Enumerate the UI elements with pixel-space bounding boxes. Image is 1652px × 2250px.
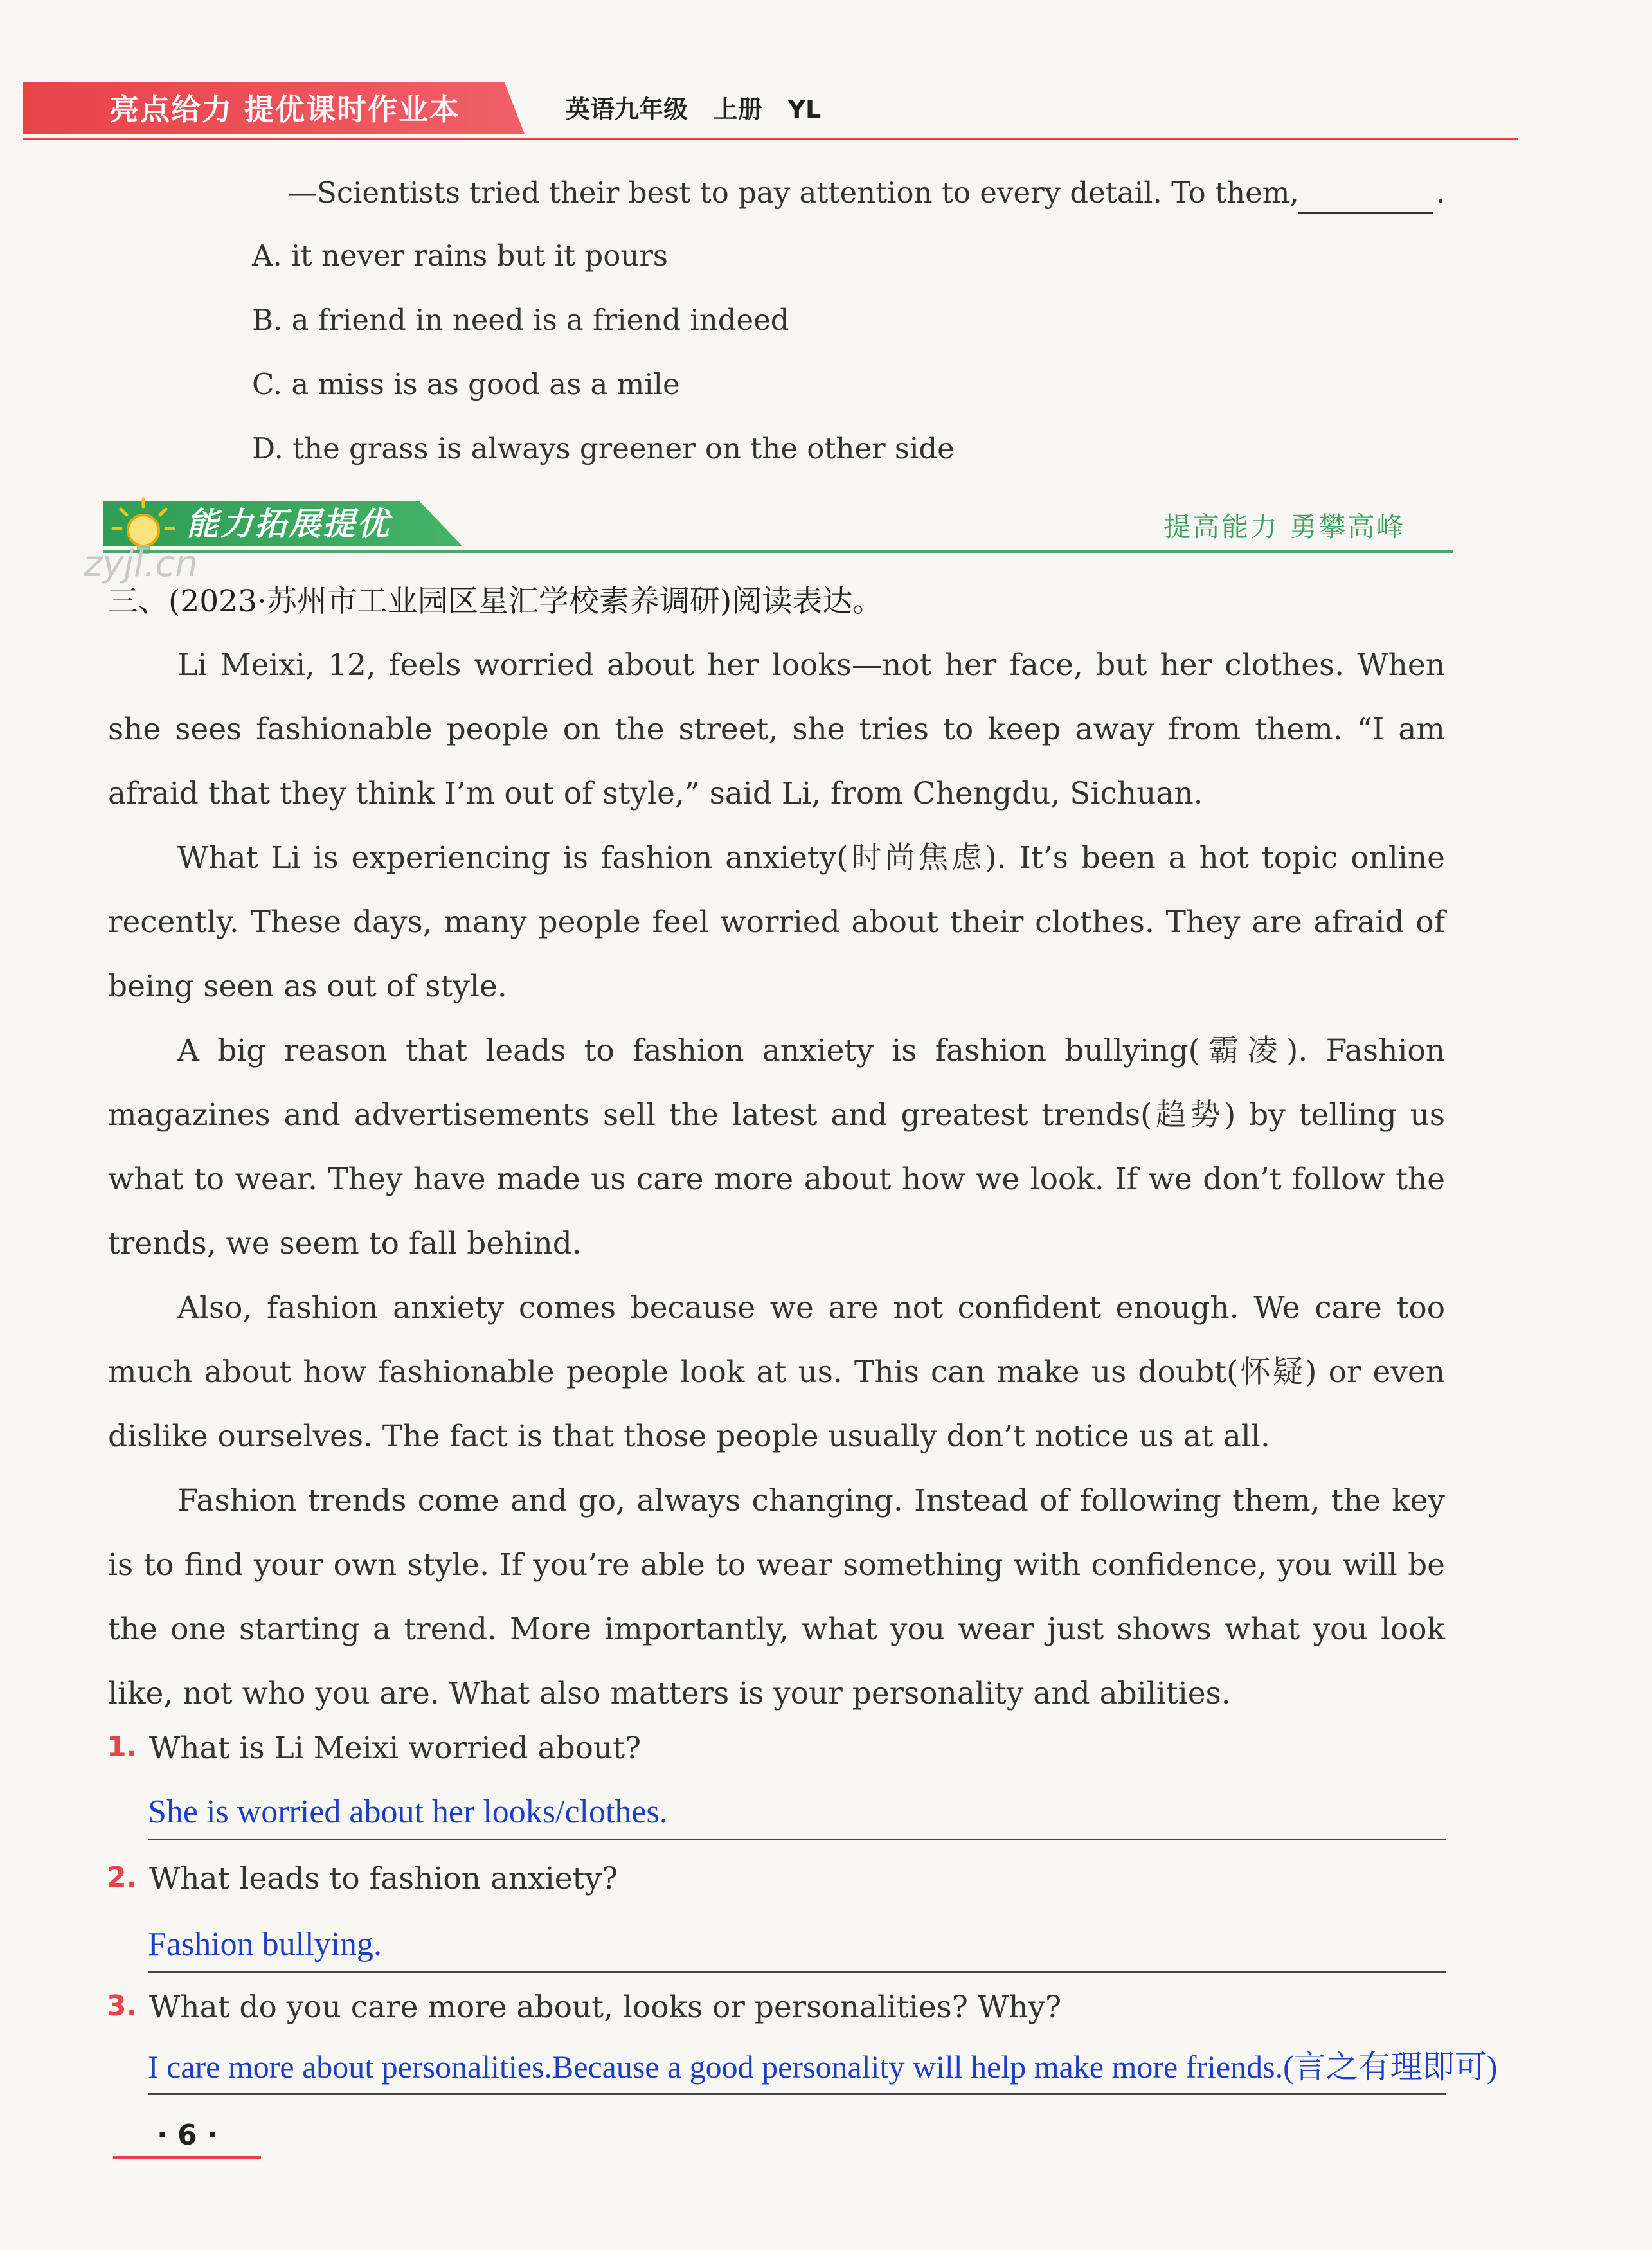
header-brand: 亮点给力 提优课时作业本 (109, 92, 461, 127)
section-rule (103, 550, 1453, 553)
question-number: 2. (107, 1861, 138, 1894)
header-subject-line (566, 90, 821, 129)
section-title: 三、(2023·苏州市工业园区星汇学校素养调研)阅读表达。 (108, 584, 883, 619)
prev-question-end: . (1436, 176, 1446, 210)
option-c: C. a miss is as good as a mile (252, 367, 680, 401)
passage-paragraph: Fashion trends come and go, always changing. Instead of following them, the key is to find your own style. If you’re able to wear something with confidence, you will be the one starting a trend. More importantly, what you wear just shows what you look like, not who you are. What also matters is your personality and abilities. (108, 1483, 1445, 1711)
question-text: What leads to fashion anxiety? (149, 1861, 618, 1896)
passage-paragraph: Li Meixi, 12, feels worried about her looks—not her face, but her clothes. When she sees fashionable people on the street, she tries to keep away from them. “I am afraid that they think I’m out of style,” said Li, from Chengdu, Sichuan. (108, 647, 1445, 811)
answer-text: Fashion bullying. (148, 1926, 382, 1963)
header-volume: 上册 (713, 95, 762, 123)
answer-text: I care more about personalities.Because a good personality will help make more friends.(言之有理即可) (148, 2049, 1498, 2085)
header-subject: 英语九年级 (566, 95, 688, 123)
page-number: · 6 · (157, 2119, 218, 2152)
passage (108, 633, 1445, 1726)
option-a: A. it never rains but it pours (252, 239, 668, 273)
question-number: 3. (107, 1990, 138, 2022)
header-rule (23, 138, 1518, 140)
answer-text: She is worried about her looks/clothes. (148, 1794, 668, 1830)
option-d: D. the grass is always greener on the other side (252, 431, 955, 465)
header-edition: YL (787, 95, 822, 123)
question-text: What do you care more about, looks or personalities? Why? (149, 1990, 1062, 2025)
answer-line (148, 2093, 1446, 2095)
option-b: B. a friend in need is a friend indeed (252, 303, 789, 337)
passage-paragraph: What Li is experiencing is fashion anxiety(时尚焦虑). It’s been a hot topic online recently. These days, many people feel worried about their clothes. They are afraid of being seen as out of style. (108, 840, 1445, 1004)
answer-line (148, 1971, 1446, 1973)
prev-question-stem: —Scientists tried their best to pay attention to every detail. To them, (288, 176, 1299, 210)
passage-paragraph: Also, fashion anxiety comes because we are not confident enough. We care too much about how fashionable people look at us. This can make us doubt(怀疑) or even dislike ourselves. The fact is that those people usually don’t notice us at all. (108, 1290, 1445, 1454)
answer-blank (1298, 212, 1433, 214)
question-text: What is Li Meixi worried about? (149, 1731, 642, 1766)
section-banner-title: 能力拓展提优 (186, 505, 391, 543)
passage-paragraph: A big reason that leads to fashion anxiety is fashion bullying(霸凌). Fashion magazines and advertisements sell the latest and greatest trends(趋势) by telling us what to wear. They have made us care more about how we look. If we don’t follow the trends, we seem to fall behind. (108, 1033, 1445, 1261)
section-slogan: 提高能力 勇攀高峰 (1163, 511, 1406, 543)
question-number: 1. (107, 1731, 138, 1763)
watermark: zyjl.cn (84, 543, 198, 585)
answer-line (148, 1839, 1446, 1841)
